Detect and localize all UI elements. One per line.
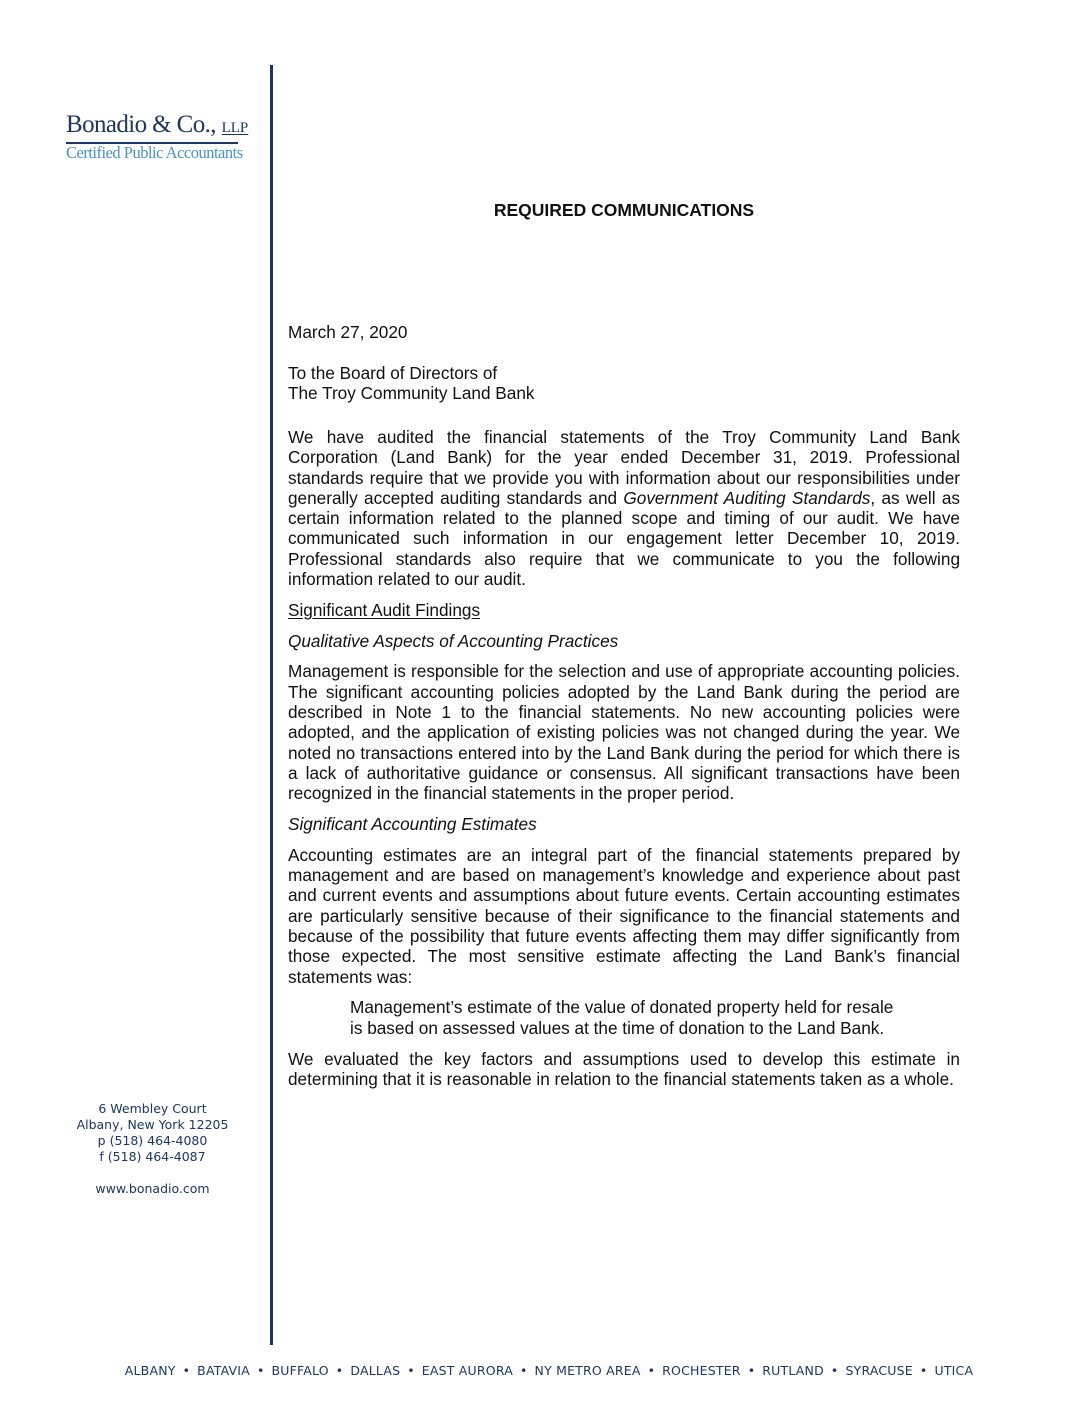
qualitative-paragraph: Management is responsible for the selection and use of appropriate accounting policies. The significant accounting policies adopted by the Land Bank during the period are described in Note 1 to the financial statements. No new accounting policies were adopted, and the application of existing policies was not changed during the year. We noted no transactions entered into by the Land Bank during the period for which there is a lack of authoritative guidance or consensus. All significant transactions have been recognized in the financial statements in the proper period.: [288, 661, 960, 804]
footer-separator: •: [519, 1363, 528, 1378]
evaluation-paragraph: We evaluated the key factors and assumptions used to develop this estimate in determining that it is reasonable in relation to the financial statements taken as a whole.: [288, 1048, 960, 1089]
address-city: Albany, New York 12205: [76, 1117, 229, 1132]
page-title: REQUIRED COMMUNICATIONS: [493, 200, 755, 220]
footer-city: BUFFALO: [271, 1363, 329, 1378]
footer-offices: [0, 1363, 1088, 1378]
firm-logo: [66, 112, 256, 162]
intro-paragraph: [288, 427, 960, 589]
logo-llp-text: LLP: [221, 120, 249, 136]
footer-city: UTICA: [934, 1363, 974, 1378]
intro-text-1: We have audited the financial statements of the Troy Community Land Bank Corporation (Land Bank) for the year ended December 31, 2019. Professional standards require that we provide you with information about our responsibilities under generally accepted auditing standards and: [288, 427, 960, 508]
address-fax: f (518) 464-4087: [99, 1149, 206, 1164]
letter-flow: [288, 427, 960, 1100]
vertical-divider: [270, 65, 273, 1345]
sidebar-address: [60, 1101, 245, 1197]
footer-city: BATAVIA: [197, 1363, 250, 1378]
footer-city: SYRACUSE: [845, 1363, 913, 1378]
addressee: [288, 363, 534, 404]
website-link[interactable]: www.bonadio.com: [95, 1181, 210, 1196]
logo-name-text: Bonadio & Co.,: [66, 111, 216, 138]
addressee-line-1: To the Board of Directors of: [288, 363, 498, 383]
footer-separator: •: [919, 1363, 928, 1378]
footer-separator: •: [256, 1363, 265, 1378]
letter-date: March 27, 2020: [288, 322, 408, 342]
footer-city: DALLAS: [350, 1363, 401, 1378]
footer-separator: •: [647, 1363, 656, 1378]
subheading-qualitative: Qualitative Aspects of Accounting Practices: [288, 630, 619, 651]
address-street: 6 Wembley Court: [98, 1101, 207, 1116]
footer-city: NY METRO AREA: [534, 1363, 641, 1378]
section-heading: Significant Audit Findings: [288, 599, 481, 620]
footer-separator: •: [747, 1363, 756, 1378]
indented-estimate-quote: Management’s estimate of the value of donated property held for resale is based on assessed values at the time of donation to the Land Bank.: [350, 997, 894, 1038]
addressee-line-2: The Troy Community Land Bank: [288, 383, 535, 404]
intro-text-2: , as well as certain information related to the planned scope and timing of our audit. We have communicated such information in our engagement letter December 10, 2019. Professional standards also require that we communicate to you the following information related to our audit.: [288, 487, 961, 590]
footer-separator: •: [407, 1363, 415, 1378]
intro-italic-text: Government Auditing Standards: [623, 487, 871, 508]
subheading-estimates: Significant Accounting Estimates: [288, 814, 537, 835]
footer-city: ALBANY: [124, 1363, 176, 1378]
estimates-paragraph: Accounting estimates are an integral part of the financial statements prepared by management and are based on management’s knowledge and experience about past and current events and assumptions about future events. Certain accounting estimates are particularly sensitive because of their significance to the financial statements and because of the possibility that future events affecting them may differ significantly from those expected. The most sensitive estimate affecting the Land Bank’s financial statements was:: [288, 844, 960, 987]
footer-separator: •: [335, 1363, 344, 1378]
logo-firm-name: [66, 112, 256, 141]
address-phone: p (518) 464-4080: [97, 1133, 208, 1148]
footer-separator: •: [182, 1363, 191, 1378]
footer-separator: •: [830, 1363, 839, 1378]
footer-city: EAST AURORA: [421, 1363, 513, 1378]
logo-subtitle: Certified Public Accountants: [66, 143, 243, 162]
footer-city: RUTLAND: [762, 1363, 824, 1378]
footer-city: ROCHESTER: [662, 1363, 741, 1378]
